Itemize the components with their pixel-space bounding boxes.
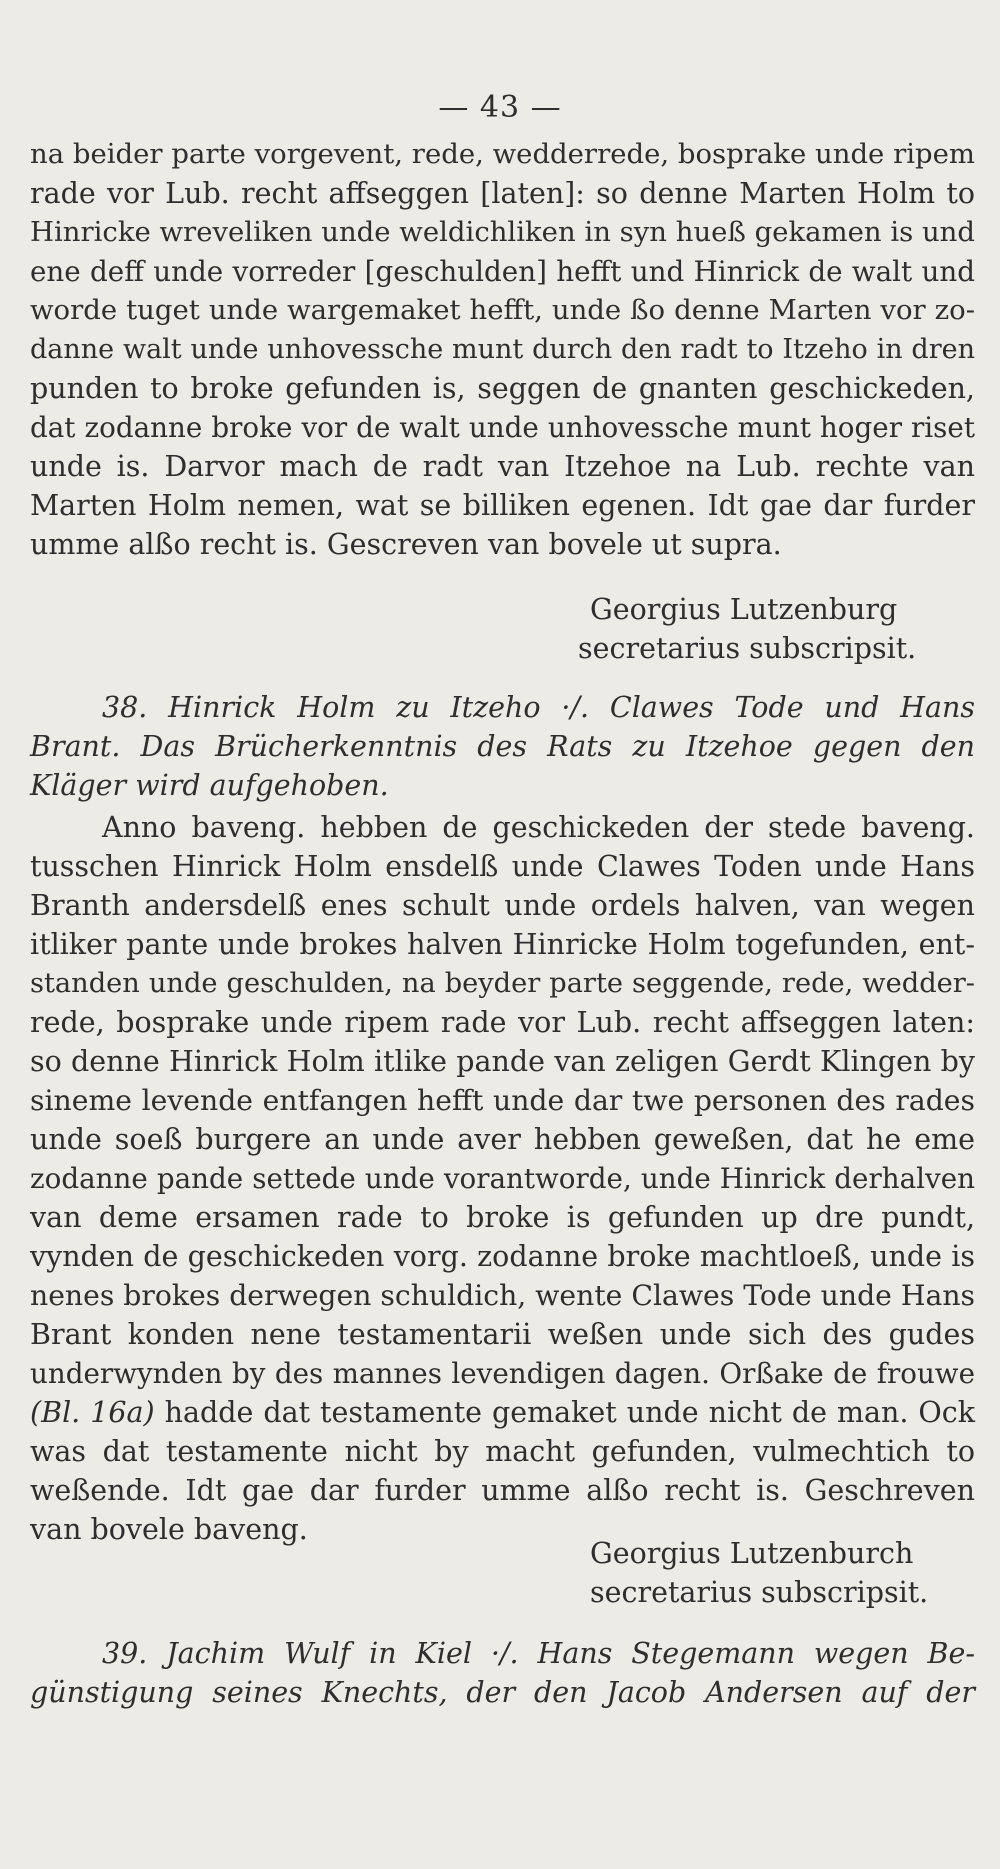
paragraph-continuation bbox=[30, 135, 975, 564]
text-line: ene deff unde vorreder [geschulden] hefft und Hinrick de walt und bbox=[30, 255, 975, 288]
heading-line: 39. Jachim Wulf in Kiel ·/. Hans Stegemann wegen Be- bbox=[102, 1637, 975, 1670]
folio-reference: (Bl. 16a) bbox=[30, 1396, 155, 1429]
entry-heading-38 bbox=[30, 688, 975, 805]
text-line: danne walt unde unhovessche munt durch den radt to Itzeho in dren bbox=[30, 334, 975, 365]
text-line: na beider parte vorgevent, rede, wedderrede, bosprake unde ripem bbox=[30, 138, 975, 170]
text-line: van bovele baveng. bbox=[30, 1513, 308, 1546]
entry-body-38 bbox=[30, 808, 975, 1549]
text-line: Brant konden nene testamentarii weßen unde sich des gudes bbox=[30, 1318, 975, 1351]
text-line: zodanne pande settede unde vorantworde, unde Hinrick derhalven bbox=[30, 1162, 975, 1195]
text-line: underwynden by des mannes levendigen dagen. Orßake de frouwe bbox=[30, 1357, 975, 1390]
signature-role: secretarius subscripsit. bbox=[590, 1576, 929, 1609]
text-line-with-folio bbox=[30, 1393, 975, 1432]
heading-line: Brant. Das Brücherkenntnis des Rats zu Itzehoe gegen den bbox=[30, 730, 975, 763]
text-line: unde soeß burgere an unde aver hebben geweßen, dat he eme bbox=[30, 1123, 975, 1156]
text-line: rede, bosprake unde ripem rade vor Lub. recht affseggen laten: bbox=[30, 1006, 975, 1039]
text-line: vynden de geschickeden vorg. zodanne broke machtloeß, unde is bbox=[30, 1240, 975, 1273]
signature-block bbox=[578, 590, 917, 668]
signature-name: Georgius Lutzenburch bbox=[590, 1537, 914, 1570]
page-number: — 43 — bbox=[438, 90, 562, 125]
text-line: van deme ersamen rade to broke is gefunden up dre pundt, bbox=[30, 1201, 975, 1234]
text-line: nenes brokes derwegen schuldich, wente Clawes Tode unde Hans bbox=[30, 1279, 976, 1312]
text-line: itliker pante unde brokes halven Hinricke Holm togefunden, ent- bbox=[30, 928, 975, 961]
text-line: Branth andersdelß enes schult unde ordels halven, van wegen bbox=[30, 889, 975, 922]
text-line: worde tuget unde wargemaket hefft, unde ßo denne Marten vor zo- bbox=[30, 294, 975, 326]
text-line: Anno baveng. hebben de geschickeden der stede baveng. bbox=[102, 811, 975, 844]
signature-role: secretarius subscripsit. bbox=[578, 632, 917, 665]
text-line: rade vor Lub. recht affseggen [laten]: so denne Marten Holm to bbox=[30, 177, 975, 210]
text-line: sineme levende entfangen hefft unde dar twe personen des rades bbox=[30, 1084, 975, 1117]
signature-block bbox=[590, 1534, 928, 1612]
text-line: Marten Holm nemen, wat se billiken egenen. Idt gae dar furder bbox=[30, 489, 975, 522]
text-line: punden to broke gefunden is, seggen de gnanten geschickeden, bbox=[30, 372, 975, 405]
heading-line: Kläger wird aufgehoben. bbox=[30, 769, 389, 802]
text-line: umme alßo recht is. Gescreven van bovele ut supra. bbox=[30, 528, 782, 561]
text-line: unde is. Darvor mach de radt van Itzehoe na Lub. rechte van bbox=[30, 450, 975, 483]
text-line: so denne Hinrick Holm itlike pande van zeligen Gerdt Klingen by bbox=[30, 1045, 975, 1078]
text-line: dat zodanne broke vor de walt unde unhovessche munt hoger riset bbox=[30, 411, 975, 444]
signature-name: Georgius Lutzenburg bbox=[590, 593, 898, 626]
text-line: Hinricke wreveliken unde weldichliken in syn hueß gekamen is und bbox=[30, 216, 975, 248]
heading-line: günstigung seines Knechts, der den Jacob Andersen auf der bbox=[30, 1676, 975, 1709]
text-line: standen unde geschulden, na beyder parte seggende, rede, wedder- bbox=[30, 968, 975, 999]
heading-line: 38. Hinrick Holm zu Itzeho ·/. Clawes Tode und Hans bbox=[102, 691, 975, 724]
entry-heading-39 bbox=[30, 1634, 975, 1712]
text-line: tusschen Hinrick Holm ensdelß unde Clawes Toden unde Hans bbox=[30, 850, 975, 883]
text-fragment: hadde dat testamente gemaket unde nicht de man. Ock bbox=[164, 1396, 975, 1429]
text-line: weßende. Idt gae dar furder umme alßo recht is. Geschreven bbox=[30, 1474, 975, 1507]
text-line: was dat testamente nicht by macht gefunden, vulmechtich to bbox=[30, 1435, 975, 1468]
